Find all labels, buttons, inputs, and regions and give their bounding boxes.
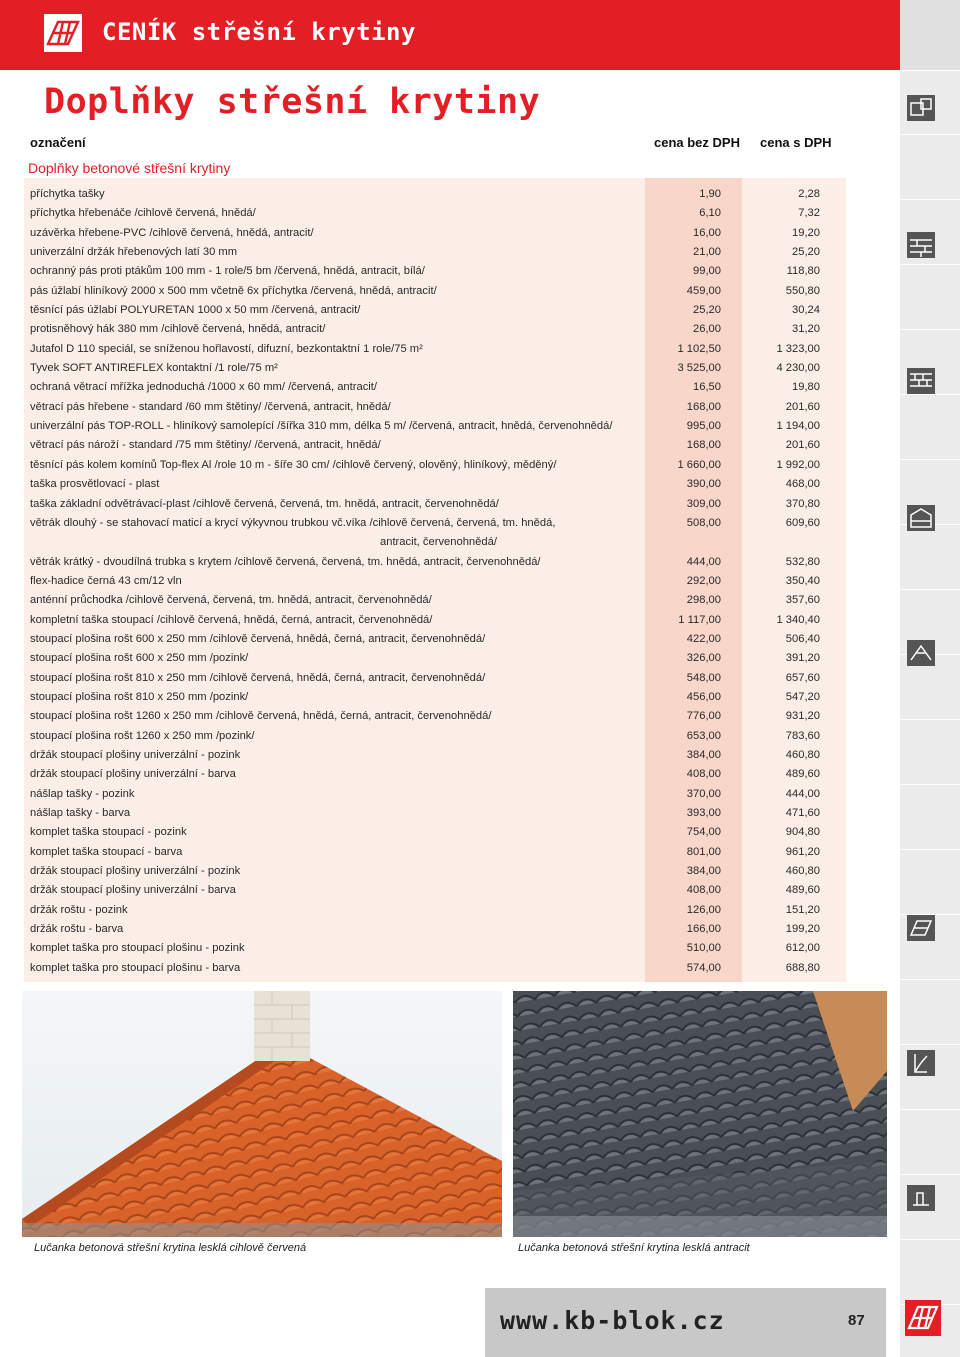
item-label: stoupací plošina rošt 810 x 250 mm /cihlově červená, hnědá, černá, antracit, červenohnědá/ — [30, 671, 486, 684]
sidebar-cell — [900, 980, 960, 1045]
table-row — [0, 862, 900, 881]
roof-tile-logo-icon — [905, 1300, 941, 1336]
table-row — [0, 881, 900, 900]
table-row — [0, 688, 900, 707]
price-vat: 30,24 — [792, 304, 820, 317]
sidebar-cell — [900, 395, 960, 460]
price-no-vat: 444,00 — [686, 555, 721, 568]
price-vat: 391,20 — [785, 652, 820, 665]
price-no-vat: 168,00 — [686, 439, 721, 452]
wall-icon — [907, 505, 935, 531]
price-vat: 199,20 — [785, 923, 820, 936]
price-vat: 7,32 — [798, 207, 820, 220]
price-vat: 468,00 — [785, 478, 820, 491]
table-row — [0, 301, 900, 320]
table-row — [0, 436, 900, 455]
price-vat: 151,20 — [785, 903, 820, 916]
price-vat: 961,20 — [785, 845, 820, 858]
table-row — [0, 765, 900, 784]
item-label: držák roštu - barva — [30, 923, 124, 936]
item-label: držák stoupací plošiny univerzální - barva — [30, 768, 236, 781]
item-label: stoupací plošina rošt 810 x 250 mm /pozink/ — [30, 690, 249, 703]
table-row — [0, 456, 900, 475]
price-vat: 357,60 — [785, 594, 820, 607]
price-no-vat: 422,00 — [686, 632, 721, 645]
item-label: větrák dlouhý - se stahovací maticí a krycí výkyvnou trubkou vč.víka /cihlově červená, červená, tm. hnědá, — [30, 516, 556, 529]
sidebar-cell — [900, 525, 960, 590]
price-no-vat: 6,10 — [699, 207, 721, 220]
item-label: příchytka hřebenáče /cihlově červená, hnědá/ — [30, 207, 256, 220]
price-vat: 532,80 — [785, 555, 820, 568]
table-row — [0, 204, 900, 223]
price-no-vat: 1 660,00 — [677, 458, 721, 471]
table-row — [0, 495, 900, 514]
price-vat: 1 340,40 — [776, 613, 820, 626]
price-no-vat: 16,50 — [693, 381, 721, 394]
price-no-vat: 168,00 — [686, 400, 721, 413]
price-no-vat: 26,00 — [693, 323, 721, 336]
price-vat: 350,40 — [785, 574, 820, 587]
block-icon — [907, 95, 935, 121]
table-row — [0, 378, 900, 397]
item-label-continuation: antracit, červenohnědá/ — [380, 536, 497, 549]
table-row — [0, 417, 900, 436]
item-label: komplet taška stoupací - pozink — [30, 826, 187, 839]
column-header-price-no-vat: cena bez DPH — [654, 135, 740, 150]
price-vat: 370,80 — [785, 497, 820, 510]
item-label: nášlap tašky - barva — [30, 807, 131, 819]
price-no-vat: 1 102,50 — [677, 342, 721, 355]
price-no-vat: 21,00 — [693, 246, 721, 259]
table-row — [0, 669, 900, 688]
price-no-vat: 126,00 — [686, 903, 721, 916]
price-vat: 118,80 — [786, 265, 820, 278]
item-label: těsnící pás kolem komínů Top-flex Al /role 10 m - šíře 30 cm/ /cihlově červený, olověný, hliníkový, měděný/ — [30, 458, 557, 471]
price-no-vat: 995,00 — [686, 420, 721, 433]
price-vat: 547,20 — [785, 690, 820, 703]
price-vat: 489,60 — [785, 768, 820, 781]
price-vat: 489,60 — [785, 884, 820, 897]
table-row — [0, 804, 900, 823]
price-vat: 1 194,00 — [776, 420, 820, 433]
table-row — [0, 243, 900, 262]
item-label: komplet taška pro stoupací plošinu - pozink — [30, 942, 245, 955]
item-label: uzávěrka hřebene-PVC /cihlově červená, hnědá, antracit/ — [30, 226, 314, 239]
item-label: kompletní taška stoupací /cihlově červená, hnědá, černá, antracit, červenohnědá/ — [30, 613, 433, 626]
item-label: ochraná větrací mřížka jednoduchá /1000 x 60 mm/ /červená, antracit/ — [30, 381, 377, 394]
price-no-vat: 292,00 — [686, 574, 721, 587]
price-no-vat: 459,00 — [686, 284, 721, 297]
sill-icon — [907, 1050, 935, 1076]
item-label: větrák krátký - dvoudílná trubka s krytem /cihlově červená, červená, tm. hnědá, antracit, červenohnědá/ — [30, 555, 541, 568]
price-vat: 2,28 — [798, 188, 820, 200]
price-no-vat: 25,20 — [693, 304, 721, 317]
table-row — [0, 282, 900, 301]
sidebar-cell — [900, 265, 960, 330]
item-label: stoupací plošina rošt 600 x 250 mm /pozink/ — [30, 652, 249, 665]
tile-icon — [907, 640, 935, 666]
brick-icon — [907, 232, 935, 258]
table-row — [0, 398, 900, 417]
table-row — [0, 320, 900, 339]
price-vat: 201,60 — [785, 439, 820, 452]
chimney-icon — [907, 1185, 935, 1211]
price-no-vat: 384,00 — [686, 748, 721, 761]
price-no-vat: 16,00 — [693, 226, 721, 239]
price-no-vat: 166,00 — [686, 923, 721, 936]
sidebar-cell — [900, 135, 960, 200]
table-row — [0, 785, 900, 804]
price-vat: 612,00 — [785, 942, 820, 955]
footer-website-link[interactable]: www.kb-blok.cz — [500, 1306, 725, 1335]
price-vat: 904,80 — [785, 826, 820, 839]
price-vat: 31,20 — [792, 323, 820, 336]
item-label: nášlap tašky - pozink — [30, 787, 135, 800]
table-row — [0, 359, 900, 378]
sidebar-cell — [900, 0, 960, 71]
table-row — [0, 224, 900, 243]
table-row — [0, 475, 900, 494]
sidebar-cell — [900, 850, 960, 915]
table-row — [0, 843, 900, 862]
photo-red-roof — [22, 991, 502, 1237]
item-label: univerzální držák hřebenových latí 30 mm — [30, 246, 238, 259]
item-label: větrací pás nároží - standard /75 mm štětiny/ /červená, antracit, hnědá/ — [30, 439, 381, 452]
table-row — [0, 823, 900, 842]
item-label: ochranný pás proti ptákům 100 mm - 1 role/5 bm /červená, hnědá, antracit, bílá/ — [30, 265, 425, 278]
item-label: pás úžlabí hliníkový 2000 x 500 mm včetně 6x příchytka /červená, hnědá, antracit/ — [30, 284, 437, 297]
table-row — [0, 185, 900, 204]
item-label: flex-hadice černá 43 cm/12 vln — [30, 574, 182, 587]
price-no-vat: 370,00 — [686, 787, 721, 800]
price-no-vat: 776,00 — [686, 710, 721, 723]
price-no-vat: 326,00 — [686, 652, 721, 665]
table-row — [0, 611, 900, 630]
sidebar-cell — [900, 785, 960, 850]
price-vat: 1 323,00 — [776, 342, 820, 355]
table-row — [0, 340, 900, 359]
page-title: Doplňky střešní krytiny — [44, 82, 541, 122]
item-label: taška základní odvětrávací-plast /cihlově červená, červená, tm. hnědá, antracit, červenohnědá/ — [30, 497, 499, 510]
item-label: stoupací plošina rošt 1260 x 250 mm /pozink/ — [30, 729, 255, 742]
item-label: držák stoupací plošiny univerzální - pozink — [30, 865, 241, 878]
price-no-vat: 548,00 — [686, 671, 721, 684]
photo-anthracite-roof — [513, 991, 887, 1237]
category-sidebar — [900, 0, 960, 1357]
item-label: Jutafol D 110 speciál, se sníženou hořlavostí, difuzní, bezkontaktní 1 role/75 m² — [30, 342, 423, 355]
item-label: těsnící pás úžlabí POLYURETAN 1000 x 50 mm /červená, antracit/ — [30, 304, 361, 317]
paving-icon — [907, 368, 935, 394]
table-row — [0, 939, 900, 958]
price-vat: 471,60 — [785, 807, 820, 819]
price-no-vat: 653,00 — [686, 729, 721, 742]
page-number: 87 — [848, 1312, 865, 1329]
table-row — [0, 707, 900, 726]
sidebar-cell — [900, 1110, 960, 1175]
price-vat: 506,40 — [785, 632, 820, 645]
price-vat: 19,80 — [792, 381, 820, 394]
table-row — [0, 514, 900, 553]
column-header-label: označení — [30, 135, 86, 150]
price-vat: 19,20 — [792, 226, 820, 239]
item-label: taška prosvětlovací - plast — [30, 478, 160, 491]
price-no-vat: 408,00 — [686, 768, 721, 781]
item-label: komplet taška pro stoupací plošinu - barva — [30, 961, 241, 974]
item-label: stoupací plošina rošt 600 x 250 mm /cihlově červená, hnědá, černá, antracit, červenohnědá/ — [30, 632, 486, 645]
table-row — [0, 262, 900, 281]
price-no-vat: 384,00 — [686, 865, 721, 878]
column-header-price-vat: cena s DPH — [760, 135, 832, 150]
roof-tile-logo-icon — [44, 14, 82, 52]
item-label: Tyvek SOFT ANTIREFLEX kontaktní /1 role/75 m² — [30, 362, 278, 375]
price-no-vat: 298,00 — [686, 594, 721, 607]
price-vat: 201,60 — [785, 400, 820, 413]
item-label: komplet taška stoupací - barva — [30, 845, 183, 858]
price-no-vat: 1 117,00 — [678, 613, 721, 626]
price-vat: 783,60 — [785, 729, 820, 742]
price-no-vat: 309,00 — [686, 497, 721, 510]
price-no-vat: 754,00 — [686, 826, 721, 839]
price-vat: 609,60 — [785, 516, 820, 529]
price-vat: 550,80 — [785, 284, 820, 297]
table-row — [0, 959, 900, 978]
price-vat: 1 992,00 — [776, 458, 820, 471]
item-label: větrací pás hřebene - standard /60 mm štětiny/ /červená, antracit, hnědá/ — [30, 400, 391, 413]
item-label: držák stoupací plošiny univerzální - pozink — [30, 748, 241, 761]
price-vat: 444,00 — [785, 787, 820, 800]
item-label: protisněhový hák 380 mm /cihlově červená, hnědá, antracit/ — [30, 323, 326, 336]
table-row — [0, 553, 900, 572]
item-label: držák roštu - pozink — [30, 903, 128, 916]
table-row — [0, 920, 900, 939]
item-label: příchytka tašky — [30, 188, 105, 200]
table-row — [0, 746, 900, 765]
price-no-vat: 508,00 — [686, 516, 721, 529]
price-vat: 25,20 — [792, 246, 820, 259]
price-vat: 688,80 — [785, 961, 820, 974]
table-row — [0, 591, 900, 610]
item-label: anténní průchodka /cihlově červená, červená, tm. hnědá, antracit, červenohnědá/ — [30, 594, 432, 607]
price-no-vat: 99,00 — [693, 265, 721, 278]
table-row — [0, 901, 900, 920]
price-no-vat: 574,00 — [686, 961, 721, 974]
price-no-vat: 390,00 — [686, 478, 721, 491]
price-vat: 460,80 — [785, 865, 820, 878]
table-row — [0, 727, 900, 746]
photo-caption-right: Lučanka betonová střešní krytina lesklá antracit — [518, 1242, 750, 1254]
price-vat: 460,80 — [785, 748, 820, 761]
item-label: univerzální pás TOP-ROLL - hliníkový samolepící /šířka 310 mm, délka 5 m/ /červená, antracit, hnědá, červenohnědá/ — [30, 420, 613, 433]
price-table — [0, 185, 900, 978]
table-row — [0, 649, 900, 668]
price-no-vat: 1,90 — [699, 188, 721, 200]
photo-caption-left: Lučanka betonová střešní krytina lesklá cihlově červená — [34, 1242, 307, 1254]
item-label: stoupací plošina rošt 1260 x 250 mm /cihlově červená, hnědá, černá, antracit, červenohnědá/ — [30, 710, 492, 723]
section-title: Doplňky betonové střešní krytiny — [28, 160, 231, 176]
price-vat: 657,60 — [785, 671, 820, 684]
price-no-vat: 510,00 — [686, 942, 721, 955]
header-title: CENÍK střešní krytiny — [102, 18, 416, 46]
sidebar-cell — [900, 720, 960, 785]
price-no-vat: 393,00 — [686, 807, 721, 819]
price-no-vat: 3 525,00 — [677, 362, 721, 375]
item-label: držák stoupací plošiny univerzální - barva — [30, 884, 236, 897]
table-row — [0, 572, 900, 591]
price-no-vat: 408,00 — [686, 884, 721, 897]
table-row — [0, 630, 900, 649]
price-no-vat: 456,00 — [686, 690, 721, 703]
price-vat: 4 230,00 — [776, 362, 820, 375]
roof-icon — [907, 915, 935, 941]
sidebar-cell — [900, 1240, 960, 1305]
price-vat: 931,20 — [785, 710, 820, 723]
price-no-vat: 801,00 — [686, 845, 721, 858]
